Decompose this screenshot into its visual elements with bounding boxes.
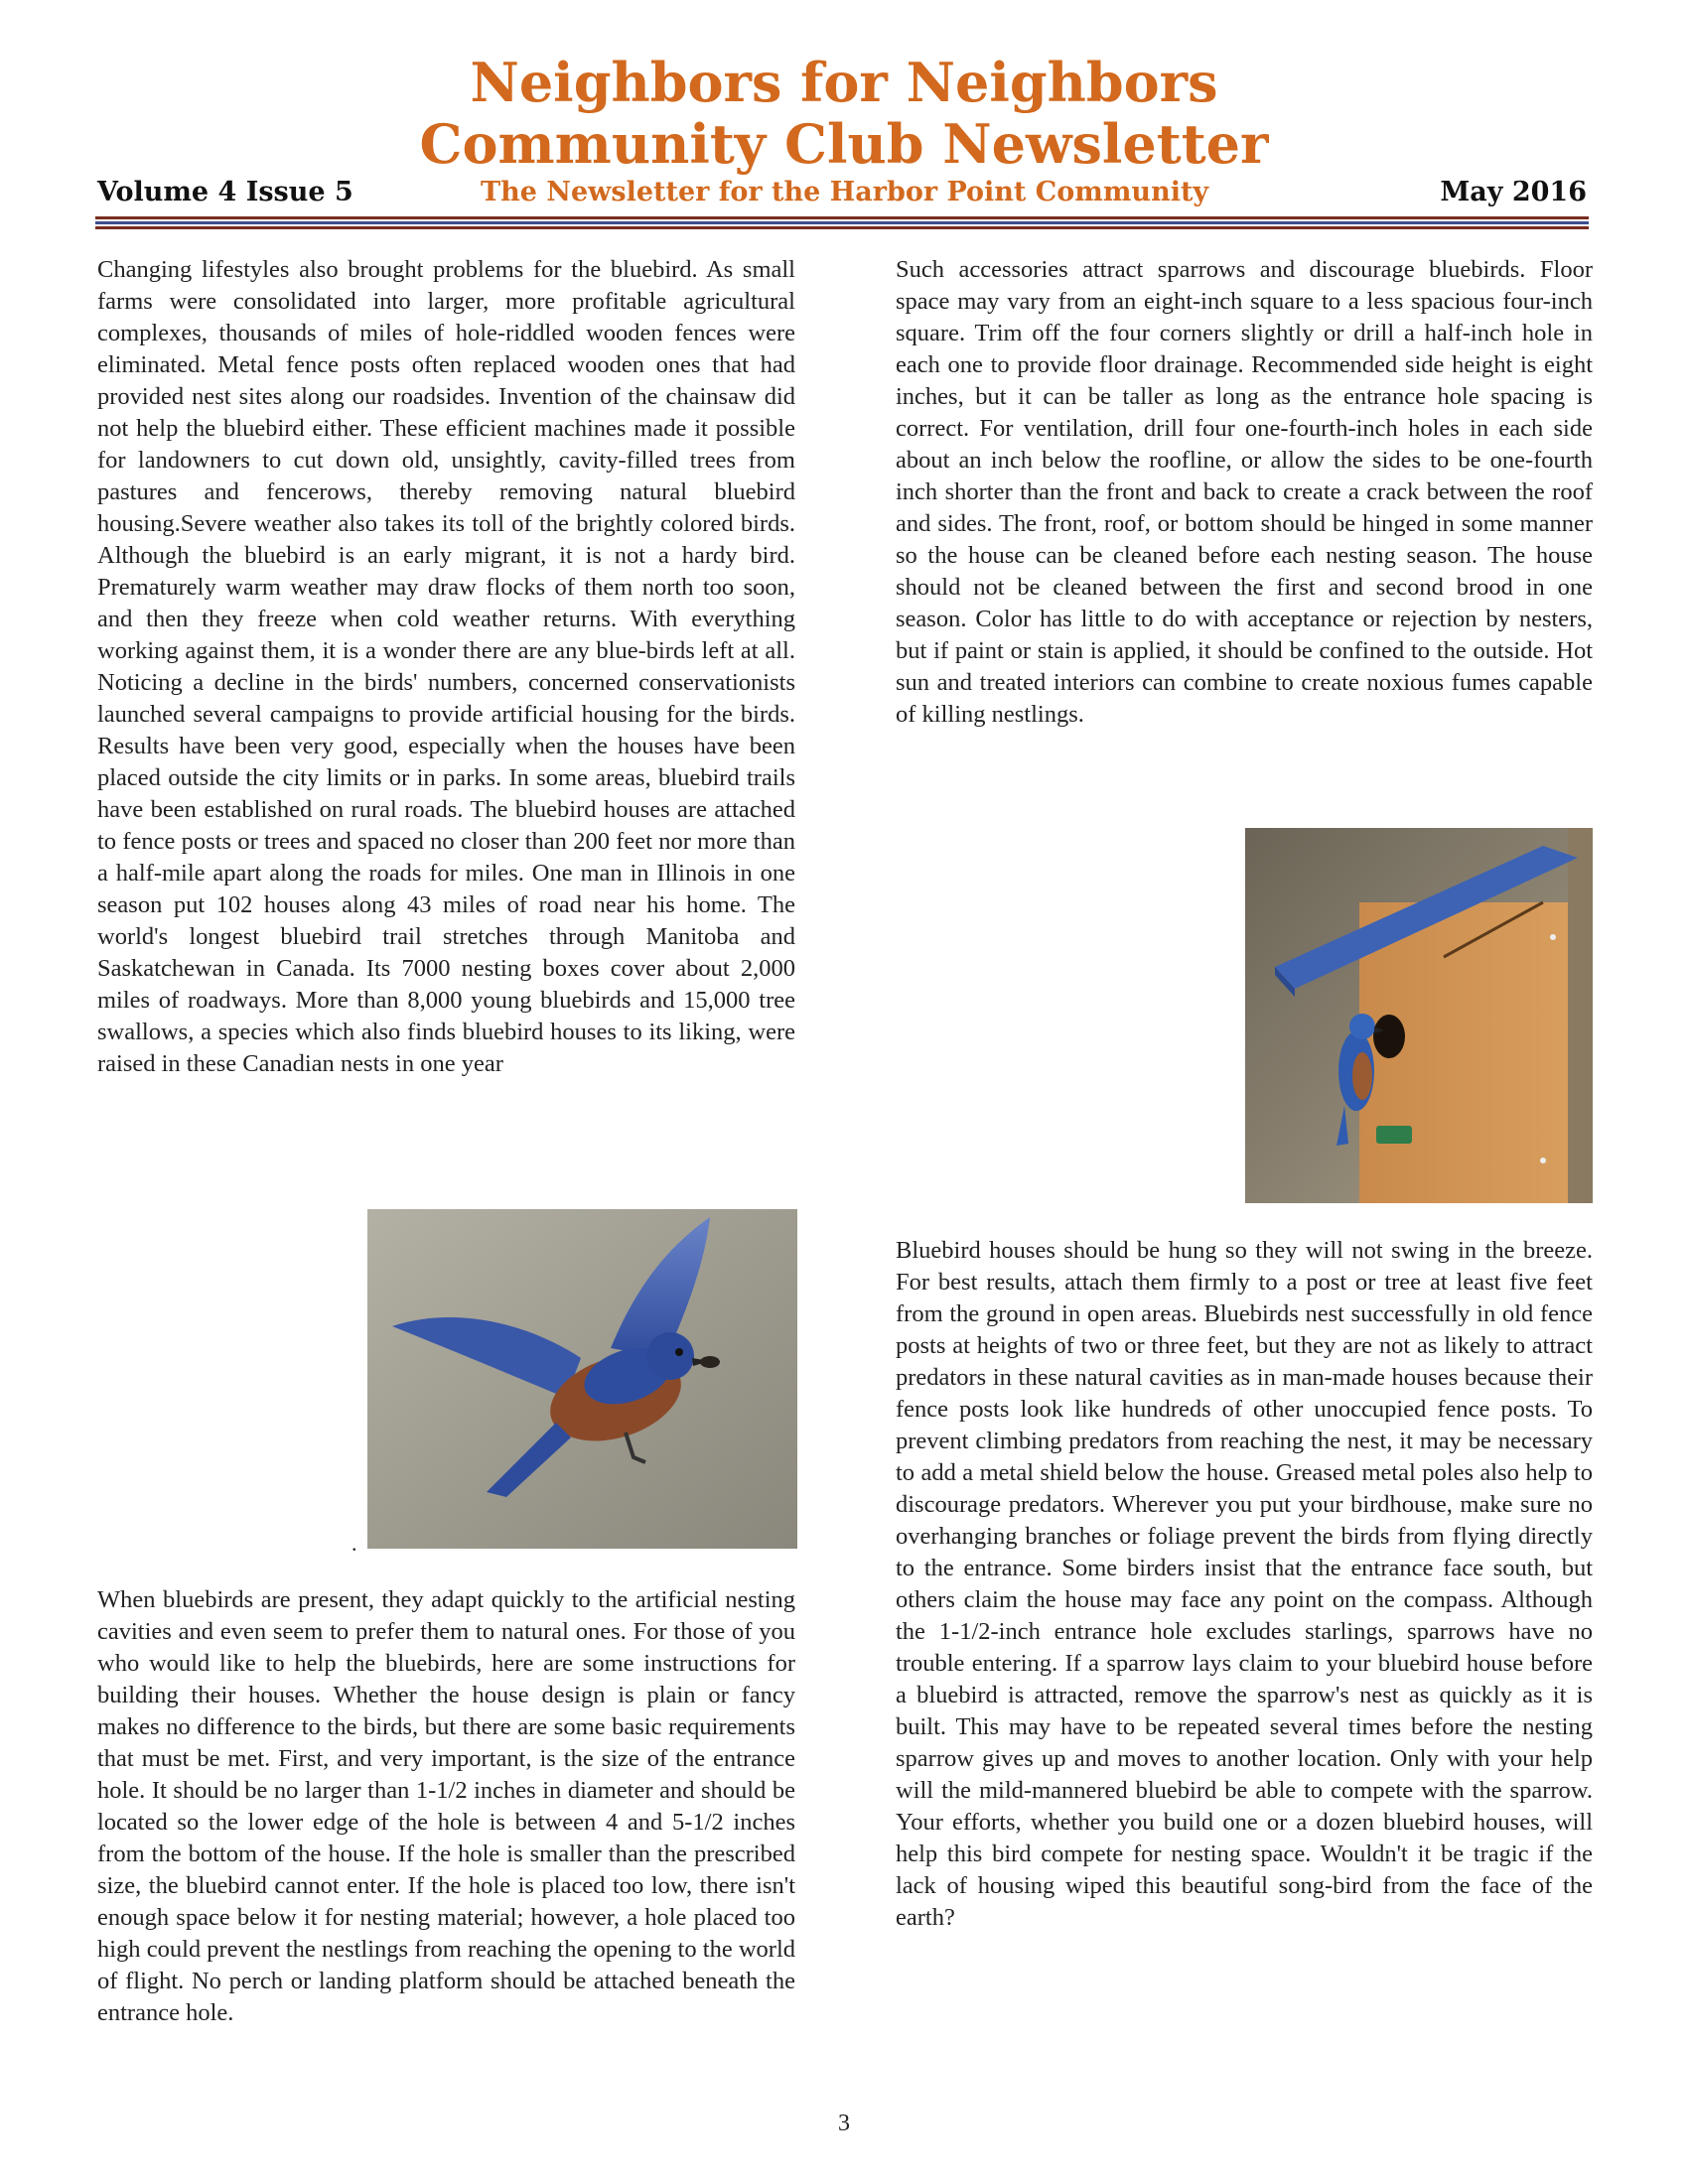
bluebird-house-photo <box>1245 828 1593 1203</box>
tagline: The Newsletter for the Harbor Point Community <box>481 177 1209 207</box>
masthead-subheader <box>97 177 1587 216</box>
issue-date: May 2016 <box>1440 177 1587 207</box>
stray-period: . <box>352 1531 357 1556</box>
newsletter-title-line2: Community Club Newsletter <box>419 112 1269 176</box>
article-paragraph-4: Bluebird houses should be hung so they will not swing in the breeze. For best results, attach them firmly to a post or tree at least five feet from the ground in open areas. Bluebirds nest successfully in old fence posts at heights of two or three feet, but they are not as likely to attract predators in these natural cavities as in man-made houses because their fence posts look like hundreds of other unoccupied fence posts. To prevent climbing predators from reaching the nest, it may be necessary to add a metal shield below the house. Greased metal poles also help to discourage predators. Wherever you put your birdhouse, make sure no overhanging branches or foliage prevent the birds from flying directly to the entrance. Some birders insist that the entrance face south, but others claim the house may face any point on the compass. Although the 1-1/2-inch entrance hole excludes starlings, sparrows have no trouble entering. If a sparrow lays claim to your bluebird house before a bluebird is attracted, remove the sparrow's nest as quickly as it is built. This may have to be repeated several times before the nesting sparrow gives up and moves to another location. Only with your help will the mild-mannered bluebird be able to compete with the sparrow. Your efforts, whether you build one or a dozen bluebird houses, will help this bird compete for nesting space. Wouldn't it be tragic if the lack of housing wiped this beautiful song-bird from the face of the earth? <box>896 1237 1593 1931</box>
article-paragraph-2: When bluebirds are present, they adapt quickly to the artificial nesting cavities and even seem to prefer them to natural ones. For those of you who would like to help the bluebirds, here are some instructions for building their houses. Whether the house design is plain or fancy makes no difference to the birds, but there are some basic requirements that must be met. First, and very important, is the size of the entrance hole. It should be no larger than 1-1/2 inches in diameter and should be located so the lower edge of the hole is between 4 and 5-1/2 inches from the bottom of the house. If the hole is smaller than the prescribed size, the bluebird cannot enter. If the hole is placed too low, there isn't enough space below it for nesting material; however, a hole placed too high could prevent the nestlings from reaching the opening to the world of flight. No perch or landing platform should be attached beneath the entrance hole. <box>97 1586 795 2026</box>
article-paragraph-1: Changing lifestyles also brought problems for the bluebird. As small farms were consolidated into larger, more profitable agricultural complexes, thousands of miles of hole-riddled wooden fences were eliminated. Metal fence posts often replaced wooden ones that had provided nest sites along our roadsides. Invention of the chainsaw did not help the bluebird either. These efficient machines made it possible for landowners to cut down old, unsightly, cavity-filled trees from pastures and fencerows, thereby removing natural bluebird housing.Severe weather also takes its toll of the brightly colored birds. Although the bluebird is an early migrant, it is not a hardy bird. Prematurely warm weather may draw flocks of them north too soon, and then they freeze when cold weather returns. With everything working against them, it is a wonder there are any blue-birds left at all. Noticing a decline in the birds' numbers, concerned conservationists launched several campaigns to provide artificial housing for the birds. Results have been very good, especially when the houses have been placed outside the city limits or in parks. In some areas, bluebird trails have been established on rural roads. The bluebird houses are attached to fence posts or trees and spaced no closer than 200 feet nor more than a half-mile apart along the roads for miles. One man in Illinois in one season put 102 houses along 43 miles of road near his home. The world's longest bluebird trail stretches through Manitoba and Saskatchewan in Canada. Its 7000 nesting boxes cover about 2,000 miles of roadways. More than 8,000 young bluebirds and 15,000 tree swallows, a species which also finds bluebird houses to its liking, were raised in these Canadian nests in one year <box>97 256 795 1077</box>
flying-bluebird-photo <box>367 1209 797 1549</box>
article-paragraph-3: Such accessories attract sparrows and discourage bluebirds. Floor space may vary from an eight-inch square to a less spacious four-inch square. Trim off the four corners slightly or drill a half-inch hole in each one to provide floor drainage. Recommended side height is eight inches, but it can be taller as long as the entrance hole spacing is correct. For ventilation, drill four one-fourth-inch holes in each side about an inch below the roofline, or allow the sides to be one-fourth inch shorter than the front and back to create a crack between the roof and sides. The front, roof, or bottom should be hinged in some manner so the house can be cleaned before each nesting season. The house should not be cleaned between the first and second brood in one season. Color has little to do with acceptance or rejection by nesters, but if paint or stain is applied, it should be confined to the outside. Hot sun and treated interiors can combine to create noxious fumes capable of killing nestlings. <box>896 256 1593 728</box>
volume-issue: Volume 4 Issue 5 <box>97 177 353 207</box>
masthead-rules <box>95 216 1589 231</box>
newsletter-title-line1: Neighbors for Neighbors <box>470 51 1218 114</box>
page-number: 3 <box>838 2111 850 2136</box>
